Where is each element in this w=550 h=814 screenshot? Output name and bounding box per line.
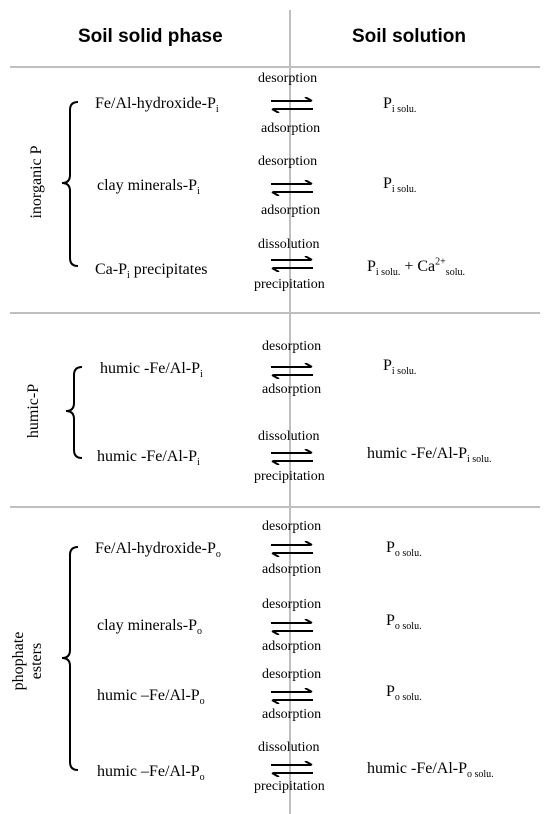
process-bottom-3: precipitation xyxy=(254,277,325,292)
process-bottom-1: adsorption xyxy=(261,121,321,136)
solution-species-8: $P_{o solu.}$ xyxy=(386,683,422,704)
equilibrium-arrows-icon xyxy=(271,180,313,196)
process-bottom-7: adsorption xyxy=(262,639,322,654)
equilibrium-arrows-icon xyxy=(271,688,313,704)
process-top-2: desorption xyxy=(258,154,318,169)
process-bottom-6: adsorption xyxy=(262,562,322,577)
equilibrium-arrows-icon xyxy=(271,761,313,777)
equilibrium-arrows-icon xyxy=(271,619,313,635)
process-bottom-2: adsorption xyxy=(261,203,321,218)
process-top-8: desorption xyxy=(262,667,322,682)
bracket-inorganic xyxy=(62,102,78,266)
process-bottom-5: precipitation xyxy=(254,469,325,484)
equilibrium-arrows-icon xyxy=(271,541,313,557)
group-label-esters-line2: esters xyxy=(28,642,45,680)
solution-species-3: $P_{i solu.} + Ca^{2+}_{solu.}$ xyxy=(367,256,465,279)
group-label-esters xyxy=(10,601,50,721)
equilibrium-arrows-icon xyxy=(271,449,313,465)
solid-species-3: $Ca-P_i$ precipitates xyxy=(95,261,208,282)
solid-species-1: $Fe/Al-hydroxide-P_i$ xyxy=(95,95,219,116)
solution-species-9: humic $-Fe/Al-P_{o solu.}$ xyxy=(367,760,494,781)
header-solid-phase: Soil solid phase xyxy=(78,26,223,47)
equilibrium-arrows-icon xyxy=(271,363,313,379)
process-bottom-4: adsorption xyxy=(262,382,322,397)
solid-species-7: clay minerals-$P_o$ xyxy=(97,617,202,638)
solid-species-5: humic $-Fe/Al-P_i$ xyxy=(97,448,200,469)
group-label-esters-line1: phophate xyxy=(10,631,27,691)
solution-species-1: $P_{i solu.}$ xyxy=(383,95,417,116)
solid-species-2: clay minerals-$P_i$ xyxy=(97,177,200,198)
solution-species-5: humic $-Fe/Al-P_{i solu.}$ xyxy=(367,445,492,466)
process-top-4: desorption xyxy=(262,339,322,354)
process-top-7: desorption xyxy=(262,597,322,612)
solid-species-4: humic $-Fe/Al-P_i$ xyxy=(100,360,203,381)
process-top-3: dissolution xyxy=(258,237,320,252)
header-solution: Soil solution xyxy=(352,26,466,47)
group-label-inorganic: inorganic P xyxy=(28,145,45,219)
solid-species-6: $Fe/Al-hydroxide-P_o$ xyxy=(95,540,221,561)
solution-species-6: $P_{o solu.}$ xyxy=(386,539,422,560)
process-top-9: dissolution xyxy=(258,740,320,755)
solution-species-4: $P_{i solu.}$ xyxy=(383,357,417,378)
group-label-humic: humic-P xyxy=(25,383,42,439)
solution-species-2: $P_{i solu.}$ xyxy=(383,175,417,196)
solid-species-9: humic $-Fe/Al-P_o$ xyxy=(97,763,205,784)
bracket-humic xyxy=(66,367,82,458)
equilibrium-arrows-icon xyxy=(271,256,313,272)
process-top-6: desorption xyxy=(262,519,322,534)
equilibrium-arrows-icon xyxy=(271,97,313,113)
solution-species-7: $P_{o solu.}$ xyxy=(386,612,422,633)
bracket-esters xyxy=(62,547,78,770)
solid-species-8: humic $-Fe/Al-P_o$ xyxy=(97,687,205,708)
process-bottom-9: precipitation xyxy=(254,779,325,794)
process-bottom-8: adsorption xyxy=(262,707,322,722)
process-top-1: desorption xyxy=(258,71,318,86)
process-top-5: dissolution xyxy=(258,429,320,444)
